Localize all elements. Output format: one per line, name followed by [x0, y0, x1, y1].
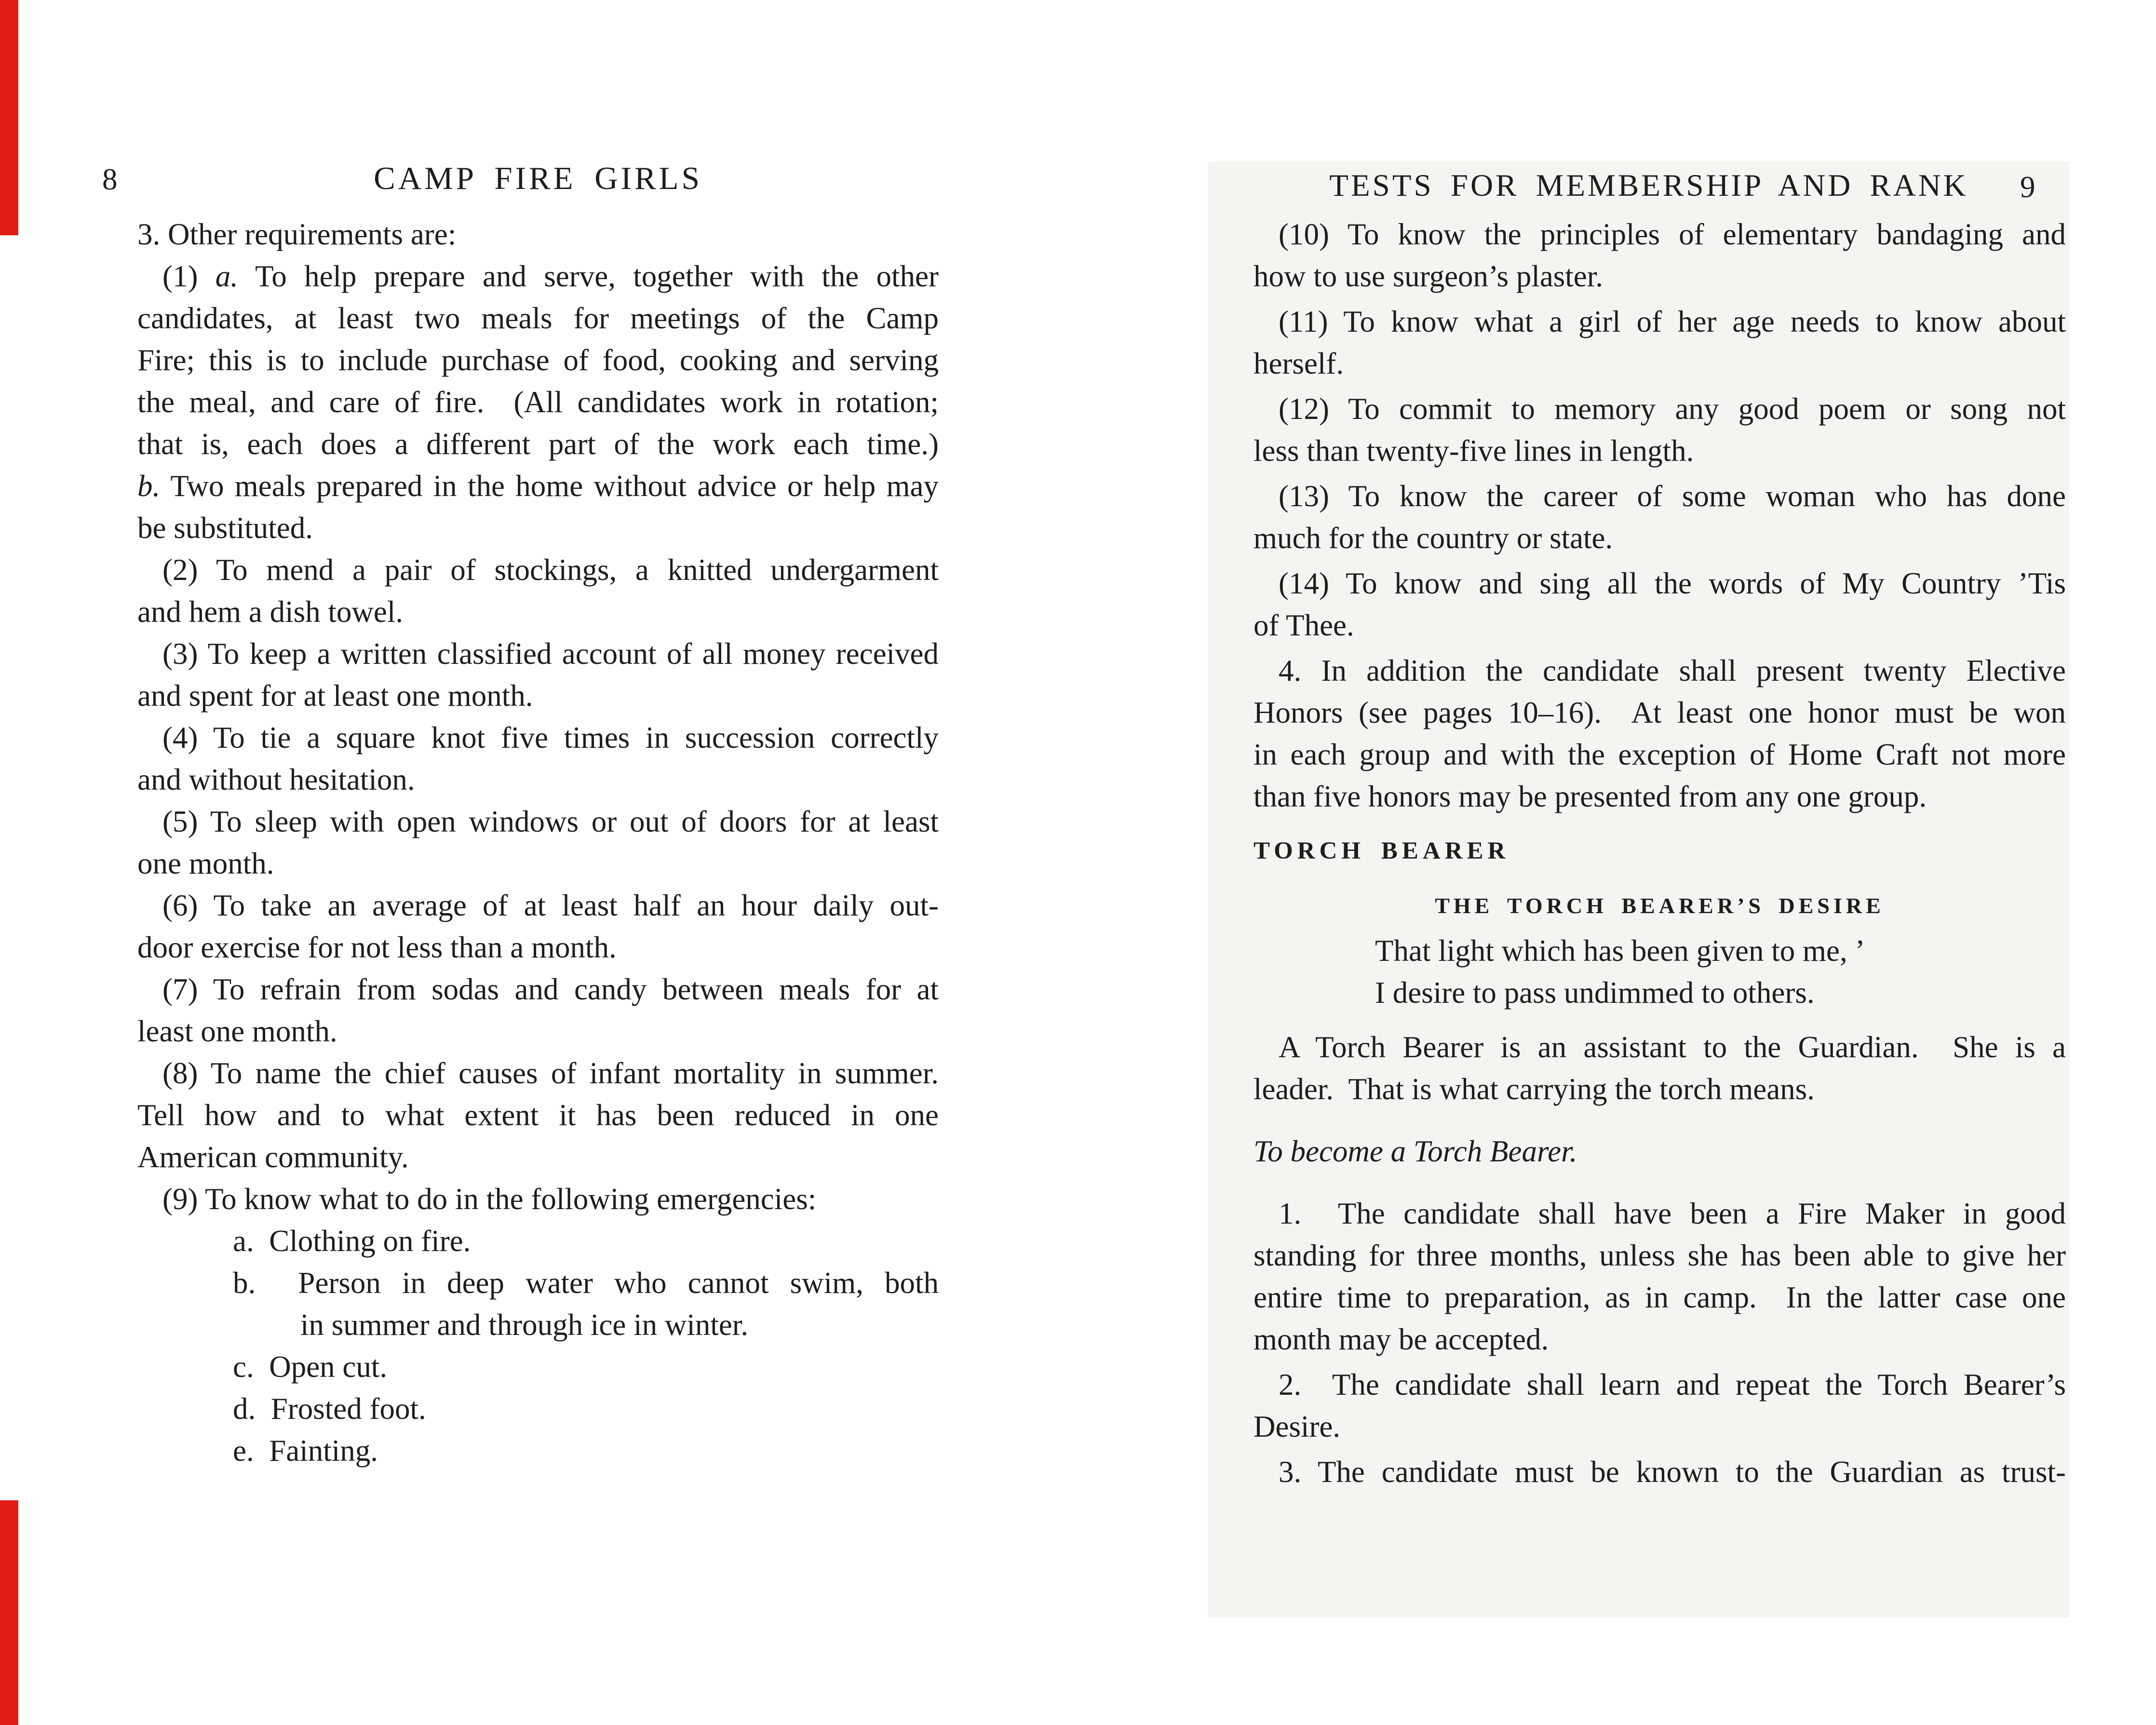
text-line: (14) To know and sing all the words of My Country ’Tis: [1279, 566, 2066, 600]
right-page-body: [1253, 214, 2066, 1493]
left-page-body: [137, 214, 939, 1472]
text-line: leader. That is what carrying the torch means.: [1253, 1072, 1815, 1106]
text-line: herself.: [1253, 347, 1344, 380]
red-edge-mark-bottom: [0, 1500, 18, 1725]
text-line: and without hesitation.: [137, 763, 415, 796]
text-line: b. Two meals prepared in the home without advice or help may: [137, 469, 939, 503]
text-line: 3. The candidate must be known to the Guardian as trust-: [1279, 1455, 2066, 1489]
text-line: Honors (see pages 10–16). At least one honor must be won: [1253, 696, 2066, 729]
text-line: than five honors may be presented from any one group.: [1253, 780, 1927, 813]
text-line: candidates, at least two meals for meetings of the Camp: [137, 301, 939, 335]
text-line: THE TORCH BEARER’S DESIRE: [1435, 893, 1885, 918]
text-line: in summer and through ice in winter.: [300, 1308, 749, 1342]
text-line: (6) To take an average of at least half an hour daily out-: [162, 889, 939, 922]
text-line: how to use surgeon’s plaster.: [1253, 259, 1604, 293]
text-line: (10) To know the principles of elementary bandaging and: [1279, 217, 2066, 251]
text-line: Tell how and to what extent it has been reduced in one: [137, 1098, 939, 1132]
text-line: e. Fainting.: [233, 1434, 378, 1468]
red-edge-mark-top: [0, 0, 18, 235]
text-line: TORCH BEARER: [1253, 837, 1510, 864]
text-line: b. Person in deep water who cannot swim, both: [233, 1266, 939, 1300]
text-line: (1) a. To help prepare and serve, together with the other: [162, 259, 939, 293]
text-line: month may be accepted.: [1253, 1322, 1549, 1356]
text-line: (7) To refrain from sodas and candy between meals for at: [162, 972, 939, 1006]
text-line: less than twenty-five lines in length.: [1253, 434, 1694, 468]
text-line: 1. The candidate shall have been a Fire Maker in good: [1279, 1197, 2066, 1230]
text-line: That light which has been given to me, ’: [1375, 934, 1865, 968]
text-line: 3. Other requirements are:: [137, 217, 457, 251]
text-line: of Thee.: [1253, 608, 1354, 642]
text-line: Fire; this is to include purchase of food, cooking and serving: [137, 343, 939, 377]
text-line: (3) To keep a written classified account of all money received: [162, 637, 939, 671]
text-line: and hem a dish towel.: [137, 595, 404, 629]
left-page-number: 8: [102, 162, 118, 196]
text-line: I desire to pass undimmed to others.: [1375, 976, 1815, 1010]
text-line: (8) To name the chief causes of infant mortality in summer.: [162, 1056, 939, 1090]
text-line: (5) To sleep with open windows or out of doors for at least: [162, 805, 939, 838]
text-line: that is, each does a different part of the work each time.): [137, 427, 939, 461]
text-line: (2) To mend a pair of stockings, a knitted undergarment: [162, 553, 939, 587]
text-line: much for the country or state.: [1253, 521, 1613, 555]
text-line: entire time to preparation, as in camp. In the latter case one: [1253, 1280, 2066, 1314]
text-line: d. Frosted foot.: [233, 1392, 426, 1426]
text-line: and spent for at least one month.: [137, 679, 533, 713]
text-line: (13) To know the career of some woman who has done: [1279, 479, 2066, 513]
text-line: 4. In addition the candidate shall present twenty Elective: [1279, 654, 2066, 687]
text-line: a. Clothing on fire.: [233, 1224, 471, 1258]
right-page-number: 9: [2020, 170, 2035, 204]
text-line: Desire.: [1253, 1410, 1341, 1443]
text-line: To become a Torch Bearer.: [1253, 1134, 1577, 1168]
text-line: (9) To know what to do in the following emergencies:: [162, 1182, 817, 1216]
text-line: least one month.: [137, 1014, 337, 1048]
text-line: door exercise for not less than a month.: [137, 930, 617, 964]
text-line: one month.: [137, 847, 274, 880]
text-line: (4) To tie a square knot five times in succession correctly: [162, 721, 939, 755]
text-line: standing for three months, unless she has been able to give her: [1253, 1239, 2066, 1272]
text-line: the meal, and care of fire. (All candidates work in rotation;: [137, 385, 939, 419]
text-line: American community.: [137, 1140, 409, 1174]
text-line: be substituted.: [137, 511, 313, 545]
text-line: in each group and with the exception of Home Craft not more: [1253, 738, 2066, 771]
text-line: (12) To commit to memory any good poem or song not: [1279, 392, 2066, 426]
right-running-title: TESTS FOR MEMBERSHIP AND RANK: [1329, 168, 1968, 203]
left-running-title: CAMP FIRE GIRLS: [374, 161, 702, 196]
text-line: (11) To know what a girl of her age needs to know about: [1279, 305, 2066, 338]
text-line: A Torch Bearer is an assistant to the Guardian. She is a: [1279, 1030, 2066, 1064]
text-line: c. Open cut.: [233, 1350, 388, 1384]
text-line: 2. The candidate shall learn and repeat the Torch Bearer’s: [1279, 1368, 2066, 1402]
